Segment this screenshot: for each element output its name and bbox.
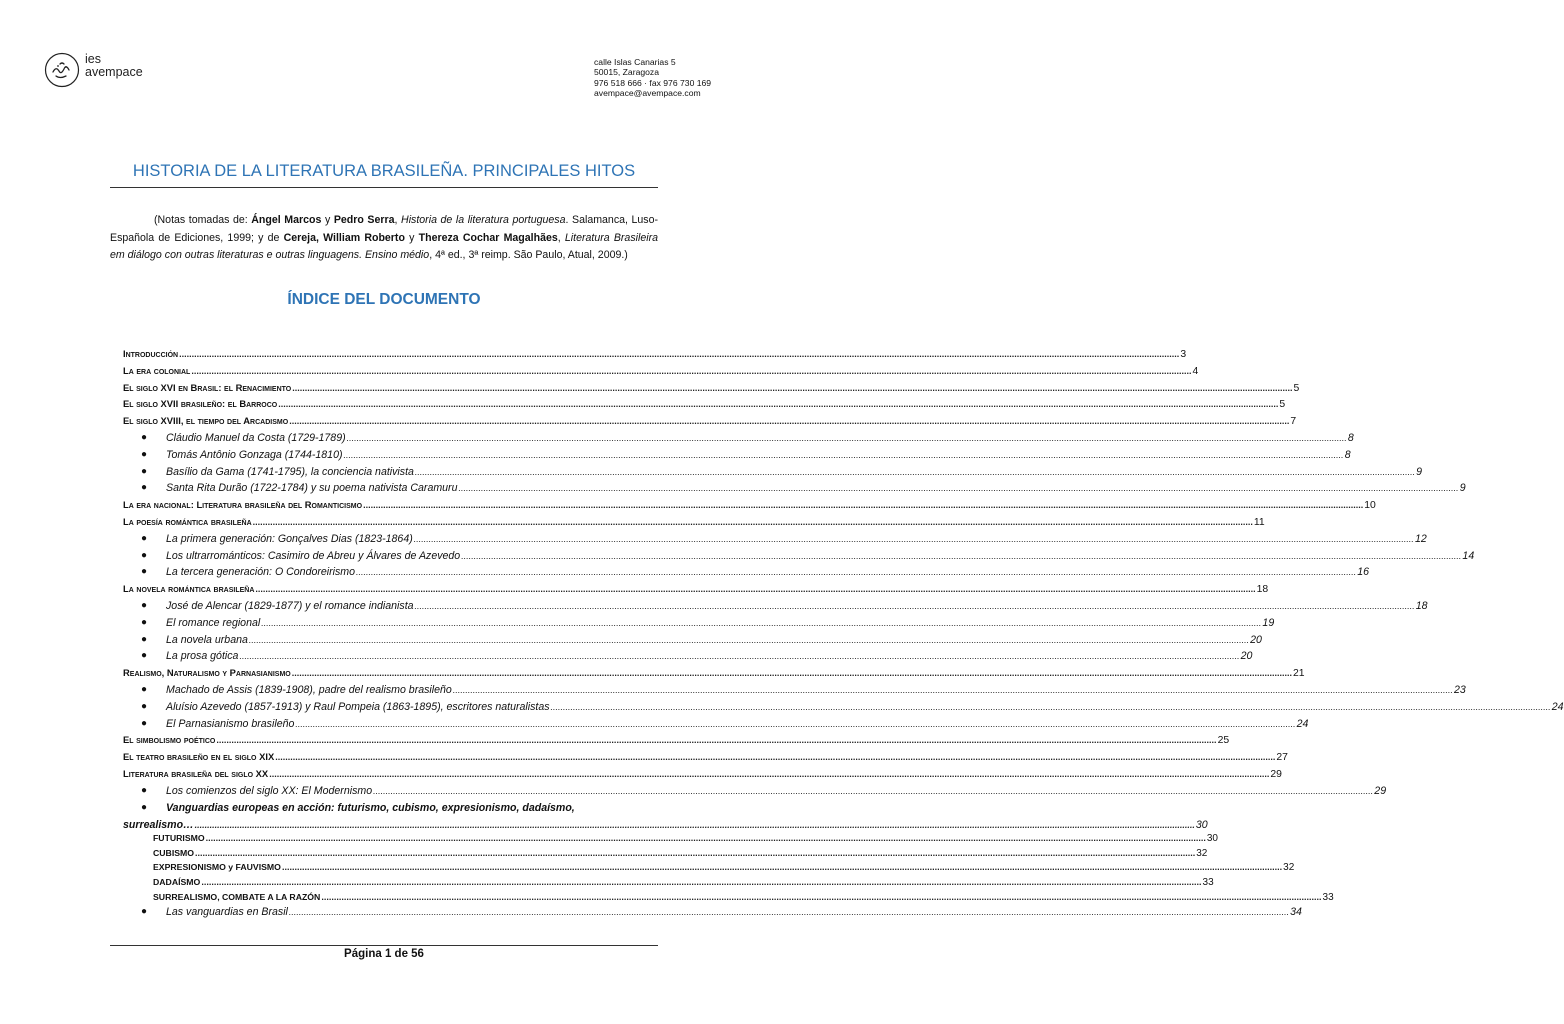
dot-leader: ................................................................................................................................................................................................................................................................................................................................................................................................................ [373, 785, 1374, 796]
toc-page-number: 12 [1414, 532, 1427, 545]
toc-page-number: 34 [1290, 906, 1302, 919]
toc-entry-label: El simbolismo poético [123, 734, 216, 746]
toc-entry[interactable] [123, 381, 1300, 394]
index-heading: ÍNDICE DEL DOCUMENTO [287, 291, 481, 308]
toc-entry-label: Tomás Antônio Gonzaga (1744-1810) [166, 448, 343, 461]
dot-leader: ................................................................................................................................................................................................................................................................................................................................................................................................................ [191, 365, 1192, 376]
toc-entry[interactable] [123, 700, 1564, 713]
address-email: avempace@avempace.com [594, 87, 701, 98]
toc-page-number: 24 [1551, 700, 1564, 713]
toc-page-number: 27 [1276, 752, 1288, 764]
notes-text: . Salamanca, Luso-Española de Ediciones, 1999; y de [110, 214, 659, 244]
toc-entry-label: CUBISMO [153, 847, 195, 858]
toc-entry-label: SURREALISMO, COMBATE A LA RAZÓN [153, 891, 321, 902]
toc-entry-label: El siglo XVI en Brasil: el Renacimiento [123, 381, 292, 393]
dot-leader: ................................................................................................................................................................................................................................................................................................................................................................................................................ [201, 876, 1202, 887]
toc-entry-label: La tercera generación: O Condoreirismo [166, 566, 356, 579]
toc-page-number: 20 [1240, 650, 1253, 663]
toc-entry-label: La era nacional: Literatura brasileña del Romanticismo [123, 499, 363, 511]
dot-leader: ................................................................................................................................................................................................................................................................................................................................................................................................................ [288, 907, 1290, 918]
address-city: 50015, Zaragoza [594, 67, 659, 78]
title-divider [110, 187, 658, 188]
toc-entry[interactable] [123, 784, 1387, 797]
toc-entry-label: FUTURISMO [153, 833, 205, 844]
toc-entry[interactable] [123, 616, 1275, 629]
toc-entry[interactable] [123, 600, 1428, 612]
notes-text: y [321, 214, 334, 226]
bullet-icon: ● [141, 616, 148, 628]
toc-page-number: 5 [1279, 399, 1286, 411]
toc-entry-label: Basílio da Gama (1741-1795), la conciencia nativista [166, 465, 414, 478]
dot-leader: ................................................................................................................................................................................................................................................................................................................................................................................................................ [452, 685, 1454, 695]
toc-entry-label: Las vanguardias en Brasil [166, 906, 288, 919]
toc-entry[interactable] [123, 862, 1295, 874]
dot-leader: ................................................................................................................................................................................................................................................................................................................................................................................................................ [295, 718, 1296, 729]
dot-leader: ................................................................................................................................................................................................................................................................................................................................................................................................................ [248, 634, 1250, 645]
toc-entry-label: La novela urbana [166, 633, 248, 646]
toc-page-number: 33 [1202, 876, 1214, 888]
notes-book-title: Historia de la literatura portuguesa [401, 214, 566, 226]
toc-page-number: 7 [1290, 416, 1297, 428]
toc-entry[interactable] [123, 482, 1466, 495]
toc-page-number: 9 [1459, 482, 1466, 495]
dot-leader: ................................................................................................................................................................................................................................................................................................................................................................................................................ [414, 601, 1415, 611]
toc-page-number: 30 [1195, 818, 1208, 831]
dot-leader: ................................................................................................................................................................................................................................................................................................................................................................................................................ [346, 433, 1347, 443]
toc-entry-label: Introducción [123, 348, 179, 359]
toc-entry-label: La era colonial [123, 364, 191, 376]
toc-page-number: 14 [1462, 549, 1475, 562]
toc-page-number: 23 [1454, 684, 1466, 696]
toc-entry[interactable] [123, 448, 1351, 461]
dot-leader: ................................................................................................................................................................................................................................................................................................................................................................................................................ [255, 584, 1256, 595]
toc-page-number: 8 [1347, 432, 1354, 444]
avempace-logo [44, 52, 80, 88]
dot-leader: ................................................................................................................................................................................................................................................................................................................................................................................................................ [291, 668, 1292, 679]
toc-page-number: 21 [1292, 668, 1305, 680]
document-title: HISTORIA DE LA LITERATURA BRASILEÑA. PRINCIPALES HITOS [132, 162, 636, 180]
toc-page-number: 19 [1262, 616, 1275, 629]
toc-page-number: 8 [1344, 448, 1351, 461]
dot-leader: ................................................................................................................................................................................................................................................................................................................................................................................................................ [363, 500, 1364, 511]
dot-leader: ................................................................................................................................................................................................................................................................................................................................................................................................................ [239, 651, 1240, 662]
dot-leader: ................................................................................................................................................................................................................................................................................................................................................................................................................ [292, 382, 1293, 393]
school-address [594, 57, 711, 98]
toc-entry-label: Vanguardias europeas en acción: futurismo, cubismo, expresionismo, dadaísmo, [166, 801, 575, 814]
notes-text: , 4ª ed., 3ª reimp. São Paulo, Atual, 2009.) [429, 249, 628, 261]
toc-entry-label: La poesía romántica brasileña [123, 516, 252, 527]
notes-author: Cereja, William Roberto [283, 231, 405, 244]
toc-page-number: 9 [1416, 465, 1423, 478]
toc-page-number: 29 [1270, 769, 1282, 780]
notes-book-title: Literatura Brasileira em diálogo con outras literaturas e outras linguagens. Ensino médio [110, 231, 658, 261]
toc-entry[interactable] [123, 768, 1282, 780]
toc-entry-label: La primera generación: Gonçalves Dias (1823-1864) [166, 532, 413, 545]
toc-entry-label: EXPRESIONISMO y FAUVISMO [153, 862, 281, 873]
toc-entry[interactable] [123, 549, 1475, 562]
dot-leader: ................................................................................................................................................................................................................................................................................................................................................................................................................ [194, 819, 1195, 830]
toc-entry-label: Los comienzos del siglo XX: El Modernismo [166, 784, 373, 797]
bullet-icon: ● [141, 566, 148, 578]
notes-text: y [404, 231, 419, 244]
dot-leader: ................................................................................................................................................................................................................................................................................................................................................................................................................ [356, 567, 1357, 578]
toc-entry[interactable] [123, 364, 1199, 377]
logo-text-avempace: avempace [85, 65, 143, 79]
toc-entry-label: El siglo XVII brasileño: el Barroco [123, 398, 278, 410]
bullet-icon: ● [141, 633, 148, 645]
toc-entry-continuation[interactable] [123, 818, 1208, 831]
toc-entry-label: El siglo XVIII, el tiempo del Arcadismo [123, 415, 289, 427]
dot-leader: ................................................................................................................................................................................................................................................................................................................................................................................................................ [269, 769, 1270, 779]
bullet-icon: ● [141, 906, 148, 918]
toc-page-number: 5 [1293, 382, 1300, 394]
toc-entry-label: El romance regional [166, 616, 261, 629]
toc-entry[interactable] [123, 415, 1297, 428]
toc-page-number: 20 [1250, 633, 1262, 646]
bullet-icon: ● [141, 600, 148, 611]
toc-page-number: 33 [1322, 891, 1334, 903]
toc-entry[interactable] [141, 801, 575, 814]
toc-entry[interactable] [123, 684, 1466, 696]
toc-page-number: 16 [1357, 566, 1370, 579]
dot-leader: ................................................................................................................................................................................................................................................................................................................................................................................................................ [343, 449, 1344, 460]
source-notes [110, 212, 658, 265]
bullet-icon: ● [141, 482, 148, 494]
address-phone: 976 518 666 · fax 976 730 169 [594, 77, 712, 88]
dot-leader: ................................................................................................................................................................................................................................................................................................................................................................................................................ [195, 847, 1196, 858]
dot-leader: ................................................................................................................................................................................................................................................................................................................................................................................................................ [458, 483, 1459, 494]
toc-entry[interactable] [123, 751, 1288, 764]
toc-entry[interactable] [123, 566, 1370, 579]
toc-entry[interactable] [123, 583, 1269, 596]
bullet-icon: ● [141, 532, 148, 544]
toc-entry[interactable] [123, 499, 1376, 512]
dot-leader: ................................................................................................................................................................................................................................................................................................................................................................................................................ [289, 416, 1290, 427]
toc-entry[interactable] [123, 465, 1423, 478]
dot-leader: ................................................................................................................................................................................................................................................................................................................................................................................................................ [216, 735, 1217, 746]
dot-leader: ................................................................................................................................................................................................................................................................................................................................................................................................................ [281, 862, 1283, 873]
dot-leader: ................................................................................................................................................................................................................................................................................................................................................................................................................ [278, 399, 1279, 410]
toc-entry-label: DADAÍSMO [153, 876, 201, 887]
bullet-icon: ● [141, 700, 148, 712]
dot-leader: ................................................................................................................................................................................................................................................................................................................................................................................................................ [414, 466, 1416, 477]
notes-author: Thereza Cochar Magalhães [418, 231, 558, 244]
dot-leader: ................................................................................................................................................................................................................................................................................................................................................................................................................ [550, 701, 1551, 712]
toc-entry[interactable] [123, 633, 1262, 646]
toc-entry[interactable] [123, 906, 1302, 919]
toc-entry[interactable] [123, 667, 1305, 680]
bullet-icon: ● [141, 465, 148, 477]
toc-entry-label: La novela romántica brasileña [123, 583, 255, 595]
dot-leader: ................................................................................................................................................................................................................................................................................................................................................................................................................ [275, 752, 1276, 763]
toc-entry[interactable] [123, 516, 1265, 528]
toc-entry-label: Los ultrarrománticos: Casimiro de Abreu y Álvares de Azevedo [166, 549, 461, 562]
toc-entry[interactable] [123, 532, 1427, 545]
dot-leader: ................................................................................................................................................................................................................................................................................................................................................................................................................ [321, 891, 1322, 902]
toc-entry[interactable] [123, 876, 1214, 888]
toc-page-number: 11 [1253, 517, 1265, 528]
toc-entry[interactable] [123, 891, 1334, 903]
toc-entry-label: El teatro brasileño en el siglo XIX [123, 751, 275, 763]
toc-entry-label: surrealismo… [123, 818, 194, 831]
toc-page-number: 24 [1296, 717, 1309, 730]
toc-page-number: 32 [1196, 847, 1208, 859]
toc-entry-label: Aluísio Azevedo (1857-1913) y Raul Pompeia (1863-1895), escritores naturalistas [166, 700, 550, 713]
bullet-icon: ● [141, 448, 148, 460]
toc-entry[interactable] [123, 734, 1230, 747]
toc-page-number: 10 [1364, 500, 1376, 512]
notes-text: , [394, 214, 402, 226]
bullet-icon: ● [141, 684, 148, 695]
dot-leader: ................................................................................................................................................................................................................................................................................................................................................................................................................ [461, 550, 1462, 561]
toc-entry[interactable] [123, 432, 1354, 444]
toc-page-number: 29 [1374, 784, 1387, 797]
toc-entry-label: José de Alencar (1829-1877) y el romance indianista [166, 600, 414, 612]
dot-leader: ................................................................................................................................................................................................................................................................................................................................................................................................................ [179, 349, 1180, 359]
toc-entry[interactable] [123, 833, 1218, 845]
toc-page-number: 18 [1256, 584, 1269, 596]
bullet-icon: ● [141, 549, 148, 561]
address-street: calle Islas Canarias 5 [594, 57, 676, 67]
toc-page-number: 25 [1217, 735, 1230, 747]
toc-page-number: 3 [1180, 349, 1187, 360]
dot-leader: ................................................................................................................................................................................................................................................................................................................................................................................................................ [252, 517, 1253, 527]
toc-entry-label: Realismo, Naturalismo y Parnasianismo [123, 667, 291, 679]
toc-entry[interactable] [123, 348, 1187, 360]
toc-entry-label: La prosa gótica [166, 650, 239, 663]
toc-entry[interactable] [123, 650, 1253, 663]
notes-author: Pedro Serra [333, 214, 395, 226]
notes-author: Ángel Marcos [251, 214, 322, 226]
notes-text: , [557, 231, 565, 244]
toc-page-number: 30 [1206, 833, 1218, 845]
bullet-icon: ● [141, 784, 148, 796]
dot-leader: ................................................................................................................................................................................................................................................................................................................................................................................................................ [413, 533, 1414, 544]
toc-entry[interactable] [123, 717, 1309, 730]
dot-leader: ................................................................................................................................................................................................................................................................................................................................................................................................................ [205, 833, 1206, 844]
toc-entry-label: Literatura brasileña del siglo XX [123, 768, 269, 779]
notes-text: (Notas tomadas de: [154, 214, 252, 226]
bullet-icon: ● [141, 801, 148, 813]
page-number: Página 1 de 56 [344, 948, 424, 960]
toc-entry[interactable] [123, 398, 1286, 411]
toc-page-number: 4 [1192, 365, 1199, 377]
logo-text-ies: ies [85, 52, 101, 66]
toc-page-number: 32 [1283, 862, 1295, 874]
toc-entry-label: Santa Rita Durão (1722-1784) y su poema nativista Caramuru [166, 482, 458, 495]
bullet-icon: ● [141, 717, 148, 729]
bullet-icon: ● [141, 650, 148, 662]
toc-entry-label: Machado de Assis (1839-1908), padre del realismo brasileño [166, 684, 452, 696]
bullet-icon: ● [141, 432, 148, 443]
toc-entry-label: Cláudio Manuel da Costa (1729-1789) [166, 432, 346, 444]
toc-entry[interactable] [123, 847, 1208, 859]
dot-leader: ................................................................................................................................................................................................................................................................................................................................................................................................................ [261, 617, 1262, 628]
toc-page-number: 18 [1415, 600, 1428, 612]
footer-divider [110, 945, 658, 946]
toc-entry-label: El Parnasianismo brasileño [166, 717, 295, 730]
